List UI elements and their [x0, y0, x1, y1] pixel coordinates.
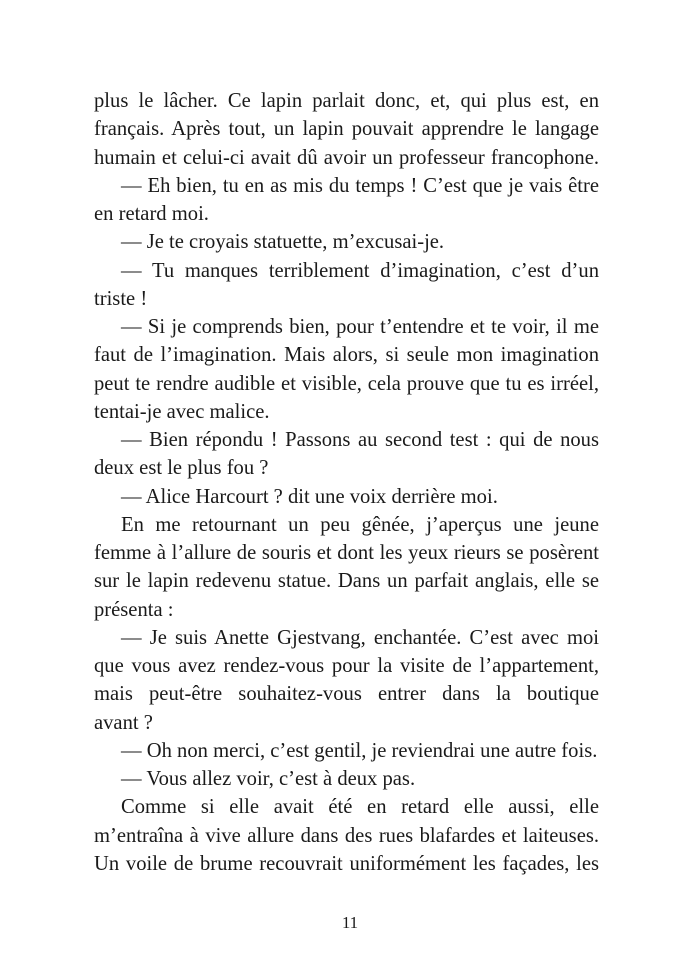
paragraph: [94, 172, 599, 229]
paragraph: [94, 426, 599, 483]
text-line: — Oh non merci, c’est gentil, je reviendrai une autre fois.: [121, 739, 598, 762]
paragraph: [94, 313, 599, 426]
text-line: mais peut-être souhaitez-vous entrer dans la boutique: [94, 683, 599, 706]
paragraph: [94, 87, 599, 172]
paragraph: [94, 483, 599, 511]
text-line: — Alice Harcourt ? dit une voix derrière moi.: [121, 485, 498, 508]
page-number: 11: [341, 913, 359, 932]
text-line: — Si je comprends bien, pour t’entendre et te voir, il me: [121, 316, 599, 338]
text-line: — Je suis Anette Gjestvang, enchantée. C’est avec moi: [121, 626, 599, 649]
paragraph: [94, 511, 599, 624]
paragraph: [94, 765, 599, 793]
text-line: — Eh bien, tu en as mis du temps ! C’est que je vais être: [121, 174, 599, 197]
text-line: plus le lâcher. Ce lapin parlait donc, et, qui plus est, en: [94, 90, 599, 112]
text-line: humain et celui-ci avait dû avoir un professeur francophone.: [94, 146, 599, 169]
text-line: tentai-je avec malice.: [94, 400, 270, 423]
text-line: femme à l’allure de souris et dont les yeux rieurs se posèrent: [94, 542, 599, 564]
text-line: — Bien répondu ! Passons au second test : qui de nous: [121, 429, 599, 451]
text-line: — Vous allez voir, c’est à deux pas.: [121, 768, 416, 790]
paragraph: [94, 257, 599, 314]
text-line: Un voile de brume recouvrait uniformément les façades, les: [94, 852, 599, 875]
paragraph: [94, 793, 599, 878]
paragraph: [94, 737, 599, 765]
text-line: que vous avez rendez-vous pour la visite de l’appartement,: [94, 655, 599, 677]
text-line: triste !: [94, 287, 148, 310]
text-line: avant ?: [94, 711, 153, 734]
text-line: présenta :: [94, 598, 174, 621]
text-line: français. Après tout, un lapin pouvait apprendre le langage: [94, 118, 599, 141]
text-line: — Tu manques terriblement d’imagination, c’est d’un: [121, 259, 599, 282]
paragraph: [94, 624, 599, 737]
text-line: en retard moi.: [94, 203, 209, 225]
paragraph: [94, 228, 599, 256]
text-line: peut te rendre audible et visible, cela prouve que tu es irréel,: [94, 372, 599, 395]
text-line: En me retournant un peu gênée, j’aperçus une jeune: [121, 513, 599, 536]
text-line: sur le lapin redevenu statue. Dans un parfait anglais, elle se: [94, 570, 599, 593]
text-line: faut de l’imagination. Mais alors, si seule mon imagination: [94, 344, 599, 367]
text-line: Comme si elle avait été en retard elle aussi, elle: [121, 796, 599, 819]
text-line: m’entraîna à vive allure dans des rues blafardes et laiteuses.: [94, 824, 599, 847]
body-text: [94, 87, 599, 878]
text-line: — Je te croyais statuette, m’excusai-je.: [121, 231, 445, 254]
text-line: deux est le plus fou ?: [94, 457, 269, 480]
